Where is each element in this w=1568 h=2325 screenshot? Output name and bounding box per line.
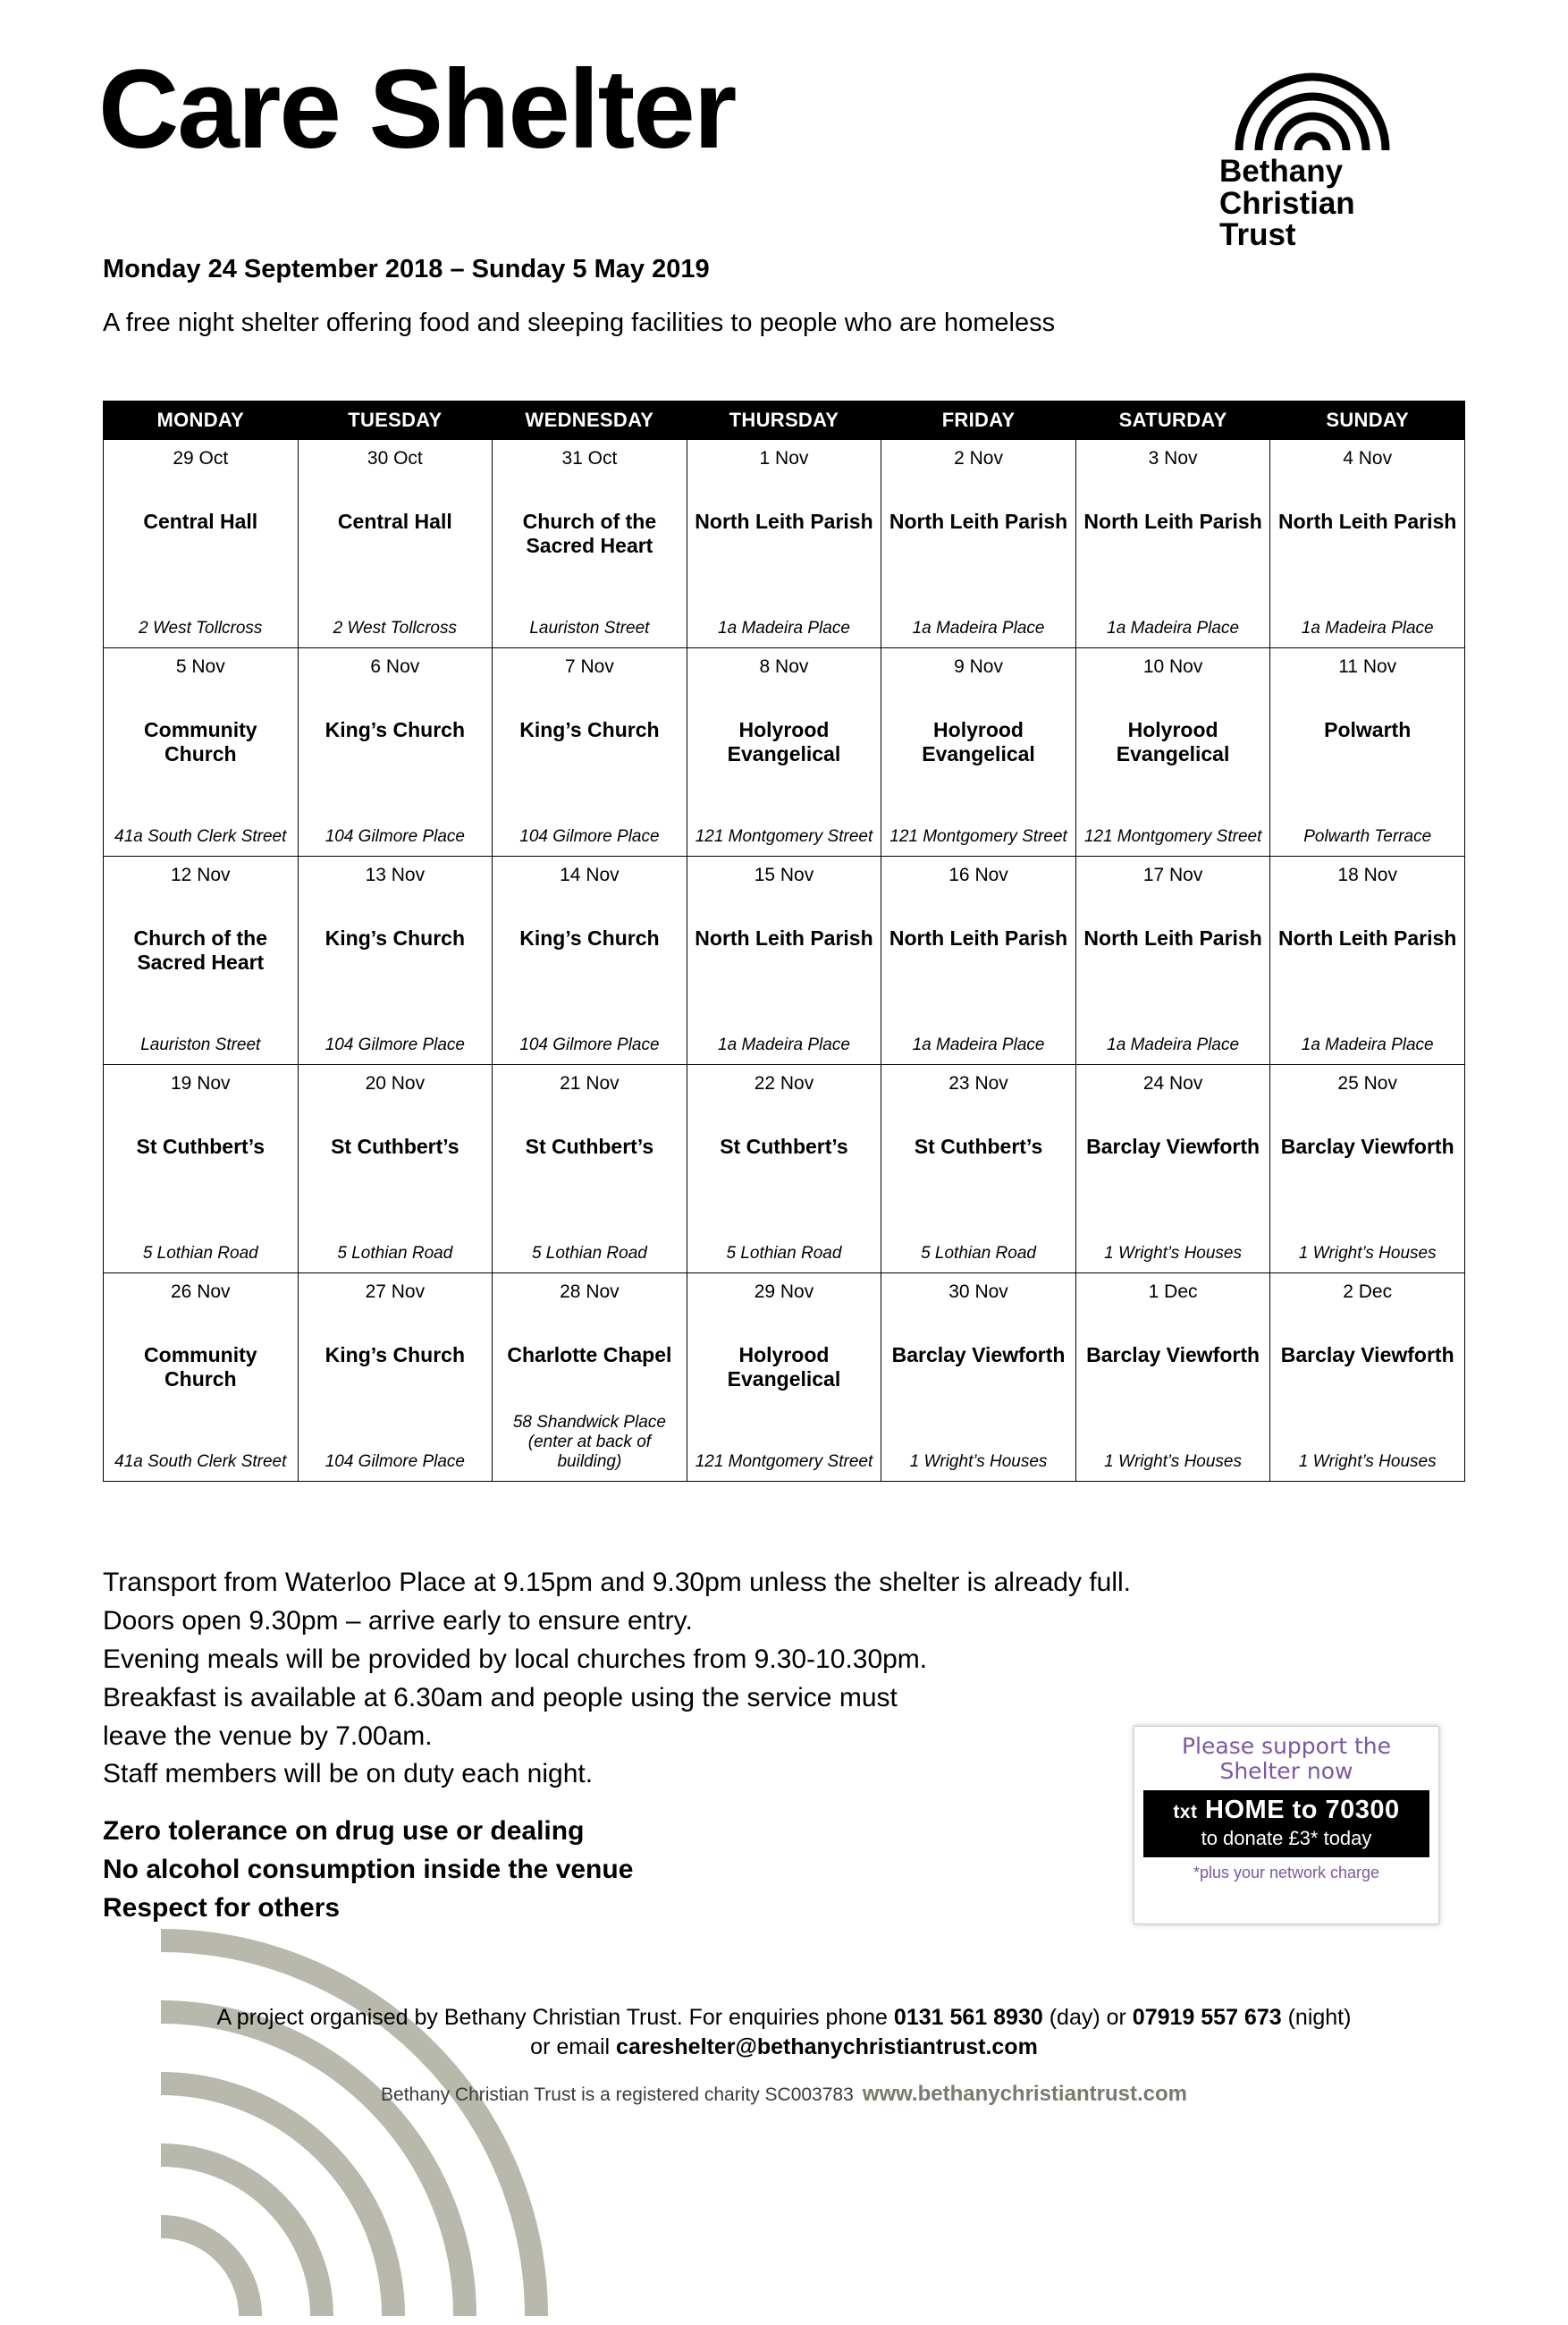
table-row: [104, 648, 1465, 857]
cell-venue: Holyrood Evangelical: [922, 718, 1035, 766]
calendar-cell: [881, 1065, 1076, 1273]
rule-item-2: No alcohol consumption inside the venue: [103, 1855, 634, 1885]
cell-address: 5 Lothian Road: [142, 1243, 258, 1263]
cell-address: 2 West Tollcross: [333, 618, 457, 638]
email-address[interactable]: careshelter@bethanychristiantrust.com: [616, 2033, 1038, 2059]
phone-day: 0131 561 8930: [893, 2005, 1043, 2030]
info-line-3: Evening meals will be provided by local churches from 9.30-10.30pm.: [103, 1644, 928, 1674]
cell-address: 1 Wright’s Houses: [1298, 1451, 1437, 1471]
cell-date: 22 Nov: [754, 1073, 814, 1094]
cell-date: 11 Nov: [1338, 656, 1397, 677]
calendar-cell: [881, 1273, 1076, 1482]
cell-date: 17 Nov: [1142, 865, 1203, 885]
cell-address: 121 Montgomery Street: [695, 1451, 873, 1471]
cell-venue: St Cuthbert’s: [136, 1135, 266, 1158]
cell-date: 30 Oct: [367, 448, 423, 469]
calendar-header-row: [104, 402, 1465, 440]
calendar-cell: [493, 440, 687, 648]
charity-line: [0, 2082, 1568, 2107]
footer-intro: A project organised by Bethany Christian Trust. For enquiries phone: [216, 2005, 894, 2030]
calendar-cell: [298, 1273, 493, 1482]
day-header-thursday: THURSDAY: [687, 402, 881, 440]
cell-address: 104 Gilmore Place: [325, 826, 465, 846]
donate-keyword: HOME to 70300: [1205, 1796, 1400, 1824]
cell-venue: Holyrood Evangelical: [727, 718, 841, 766]
cell-venue: North Leith Parish: [1083, 510, 1262, 533]
cell-address: 1a Madeira Place: [912, 618, 1045, 638]
cell-date: 15 Nov: [754, 865, 814, 885]
donate-sms-bar: [1143, 1790, 1429, 1857]
calendar: [103, 401, 1465, 1482]
donate-box: [1134, 1726, 1439, 1924]
calendar-cell: [881, 648, 1076, 857]
bethany-logo: [1219, 54, 1470, 251]
cell-address: 1 Wright’s Houses: [1104, 1451, 1242, 1471]
cell-venue: King’s Church: [325, 926, 465, 950]
day-header-wednesday: WEDNESDAY: [493, 402, 687, 440]
cell-venue: Barclay Viewforth: [1086, 1135, 1260, 1158]
calendar-cell: [687, 648, 881, 857]
cell-venue: Barclay Viewforth: [1280, 1343, 1454, 1366]
cell-address: 41a South Clerk Street: [114, 826, 287, 846]
calendar-cell: [104, 440, 299, 648]
cell-address: Polwarth Terrace: [1303, 826, 1432, 846]
cell-date: 9 Nov: [954, 656, 1003, 677]
cell-date: 16 Nov: [948, 865, 1008, 885]
cell-address: 1 Wright’s Houses: [1298, 1243, 1437, 1263]
info-block: [103, 1565, 1158, 1929]
info-line-4: Breakfast is available at 6.30am and people using the service must: [103, 1682, 898, 1712]
cell-date: 8 Nov: [759, 656, 809, 677]
cell-address: 5 Lothian Road: [337, 1243, 453, 1263]
day-header-friday: FRIDAY: [881, 402, 1076, 440]
donate-txt-label: txt: [1173, 1802, 1198, 1822]
cell-date: 19 Nov: [171, 1073, 231, 1094]
cell-venue: St Cuthbert’s: [331, 1135, 459, 1158]
cell-venue: Holyrood Evangelical: [727, 1343, 841, 1391]
cell-date: 27 Nov: [365, 1281, 426, 1302]
info-line-1: Transport from Waterloo Place at 9.15pm and 9.30pm unless the shelter is already full.: [103, 1568, 1132, 1597]
cell-venue: St Cuthbert’s: [720, 1135, 848, 1158]
cell-address: 104 Gilmore Place: [325, 1451, 465, 1471]
cell-address: 121 Montgomery Street: [695, 826, 873, 846]
cell-venue: King’s Church: [519, 926, 660, 950]
cell-date: 24 Nov: [1142, 1073, 1203, 1094]
cell-address: 1a Madeira Place: [718, 1035, 850, 1054]
cell-address: Lauriston Street: [140, 1035, 261, 1054]
calendar-cell: [687, 440, 881, 648]
cell-address: 1 Wright’s Houses: [909, 1451, 1048, 1471]
cell-date: 6 Nov: [370, 656, 420, 677]
cell-address: 1a Madeira Place: [1107, 618, 1240, 638]
calendar-cell: [1270, 440, 1465, 648]
cell-date: 2 Dec: [1343, 1281, 1393, 1302]
calendar-cell: [493, 1273, 687, 1482]
table-row: [104, 857, 1465, 1065]
cell-venue: St Cuthbert’s: [525, 1135, 654, 1158]
donate-amount-line: to donate £3* today: [1201, 1827, 1372, 1849]
cell-address: 1a Madeira Place: [912, 1035, 1045, 1054]
cell-venue: North Leith Parish: [889, 926, 1068, 950]
night-label: (night): [1281, 2005, 1352, 2030]
cell-address: 5 Lothian Road: [726, 1243, 842, 1263]
cell-venue: St Cuthbert’s: [914, 1135, 1043, 1158]
cell-address: 121 Montgomery Street: [1083, 826, 1262, 846]
calendar-cell: [1075, 857, 1270, 1065]
cell-address: 41a South Clerk Street: [114, 1451, 287, 1471]
calendar-cell: [687, 1065, 881, 1273]
phone-night: 07919 557 673: [1132, 2005, 1282, 2030]
cell-date: 25 Nov: [1337, 1073, 1397, 1094]
cell-address: 1a Madeira Place: [1301, 618, 1434, 638]
info-line-2: Doors open 9.30pm – arrive early to ensure entry.: [103, 1605, 693, 1636]
cell-address: 104 Gilmore Place: [519, 826, 660, 846]
day-label: (day) or: [1042, 2005, 1133, 2030]
cell-venue: Barclay Viewforth: [891, 1343, 1066, 1366]
page-title: Care Shelter: [98, 47, 736, 172]
cell-venue: Community Church: [144, 1343, 257, 1391]
calendar-cell: [687, 857, 881, 1065]
cell-venue: Polwarth: [1324, 718, 1412, 741]
cell-date: 26 Nov: [171, 1281, 231, 1302]
calendar-cell: [493, 857, 687, 1065]
website-url[interactable]: www.bethanychristiantrust.com: [862, 2082, 1187, 2106]
cell-venue: Central Hall: [143, 510, 258, 533]
calendar-cell: [1270, 648, 1465, 857]
cell-date: 3 Nov: [1148, 448, 1198, 469]
cell-date: 29 Nov: [754, 1281, 814, 1302]
tagline: A free night shelter offering food and sleeping facilities to people who are homeless: [103, 309, 1056, 337]
cell-address: 121 Montgomery Street: [889, 826, 1067, 846]
cell-address: 1 Wright’s Houses: [1104, 1243, 1242, 1263]
cell-date: 21 Nov: [560, 1073, 620, 1094]
cell-venue: King’s Church: [325, 718, 465, 741]
logo-line-2: Christian: [1219, 185, 1355, 221]
cell-venue: North Leith Parish: [889, 510, 1068, 533]
cell-address: 5 Lothian Road: [531, 1243, 647, 1263]
cell-venue: Charlotte Chapel: [507, 1343, 672, 1366]
cell-address: 104 Gilmore Place: [519, 1035, 660, 1054]
table-row: [104, 1273, 1465, 1482]
table-row: [104, 440, 1465, 648]
cell-address: 1a Madeira Place: [1107, 1035, 1240, 1054]
cell-date: 18 Nov: [1337, 865, 1397, 885]
calendar-table: [103, 401, 1465, 1482]
cell-venue: King’s Church: [325, 1343, 465, 1366]
calendar-cell: [298, 648, 493, 857]
cell-address: 58 Shandwick Place (enter at back of building): [512, 1412, 666, 1471]
calendar-cell: [298, 857, 493, 1065]
rule-item-3: Respect for others: [103, 1893, 341, 1923]
calendar-cell: [104, 1065, 299, 1273]
charity-number: Bethany Christian Trust is a registered charity SC003783: [381, 2084, 854, 2105]
cell-date: 14 Nov: [560, 865, 620, 885]
cell-venue: King’s Church: [519, 718, 660, 741]
cell-date: 2 Nov: [954, 448, 1003, 469]
cell-venue: North Leith Parish: [1278, 510, 1457, 533]
calendar-cell: [104, 857, 299, 1065]
rule-item-1: Zero tolerance on drug use or dealing: [103, 1816, 585, 1847]
cell-date: 20 Nov: [365, 1073, 426, 1094]
logo-line-3: Trust: [1219, 217, 1296, 253]
calendar-cell: [881, 857, 1076, 1065]
email-prefix: or email: [530, 2033, 617, 2059]
cell-date: 1 Dec: [1148, 1281, 1198, 1302]
footer-line-2: [0, 2033, 1568, 2062]
donate-heading-line-1: Please support the: [1181, 1733, 1392, 1759]
cell-address: 2 West Tollcross: [139, 618, 263, 638]
date-range: Monday 24 September 2018 – Sunday 5 May 2019: [103, 255, 710, 283]
day-header-tuesday: TUESDAY: [298, 402, 493, 440]
calendar-cell: [298, 440, 493, 648]
calendar-cell: [1270, 1273, 1465, 1482]
cell-date: 23 Nov: [948, 1073, 1008, 1094]
day-header-monday: MONDAY: [104, 402, 299, 440]
cell-date: 13 Nov: [365, 865, 426, 885]
cell-venue: North Leith Parish: [695, 926, 873, 950]
calendar-cell: [1075, 1065, 1270, 1273]
cell-date: 4 Nov: [1343, 448, 1393, 469]
rules-list: [103, 1814, 1158, 1926]
table-row: [104, 1065, 1465, 1273]
cell-venue: Church of the Sacred Heart: [522, 510, 657, 558]
poster-header: [98, 47, 1470, 253]
calendar-cell: [687, 1273, 881, 1482]
cell-date: 31 Oct: [561, 448, 618, 469]
calendar-cell: [1270, 857, 1465, 1065]
calendar-cell: [298, 1065, 493, 1273]
cell-venue: Holyrood Evangelical: [1116, 718, 1230, 766]
info-line-5: leave the venue by 7.00am.: [103, 1720, 433, 1751]
cell-date: 29 Oct: [173, 448, 229, 469]
donate-heading-line-2: Shelter now: [1219, 1758, 1353, 1784]
logo-line-1: Bethany: [1219, 154, 1344, 189]
calendar-cell: [104, 1273, 299, 1482]
cell-date: 5 Nov: [175, 656, 225, 677]
day-header-saturday: SATURDAY: [1075, 402, 1270, 440]
calendar-cell: [493, 1065, 687, 1273]
donate-sms-line: [1147, 1796, 1426, 1825]
calendar-cell: [1075, 648, 1270, 857]
cell-venue: Barclay Viewforth: [1280, 1135, 1454, 1158]
calendar-cell: [881, 440, 1076, 648]
cell-venue: North Leith Parish: [1083, 926, 1262, 950]
cell-date: 12 Nov: [171, 865, 231, 885]
cell-address: 5 Lothian Road: [921, 1243, 1036, 1263]
cell-date: 28 Nov: [560, 1281, 620, 1302]
cell-address: Lauriston Street: [529, 618, 650, 638]
cell-venue: North Leith Parish: [1278, 926, 1457, 950]
cell-date: 1 Nov: [759, 448, 809, 469]
calendar-cell: [104, 648, 299, 857]
cell-venue: Central Hall: [337, 510, 452, 533]
rainbow-arc-icon: [1232, 54, 1393, 152]
cell-address: 104 Gilmore Place: [325, 1035, 465, 1054]
cell-date: 7 Nov: [564, 656, 614, 677]
calendar-cell: [493, 648, 687, 857]
donate-footnote: *plus your network charge: [1193, 1864, 1380, 1881]
cell-venue: North Leith Parish: [695, 510, 873, 533]
calendar-cell: [1075, 440, 1270, 648]
cell-address: 1a Madeira Place: [718, 618, 850, 638]
cell-venue: Church of the Sacred Heart: [133, 926, 268, 975]
info-line-6: Staff members will be on duty each night.: [103, 1759, 594, 1789]
cell-venue: Community Church: [144, 718, 257, 766]
cell-venue: Barclay Viewforth: [1086, 1343, 1260, 1366]
calendar-cell: [1075, 1273, 1270, 1482]
donate-heading: [1143, 1734, 1429, 1784]
cell-date: 30 Nov: [948, 1281, 1008, 1302]
cell-date: 10 Nov: [1142, 656, 1203, 677]
footer-contact: [0, 2003, 1568, 2061]
calendar-cell: [1270, 1065, 1465, 1273]
day-header-sunday: SUNDAY: [1270, 402, 1465, 440]
cell-address: 1a Madeira Place: [1301, 1035, 1434, 1054]
footer-line-1: [0, 2003, 1568, 2033]
